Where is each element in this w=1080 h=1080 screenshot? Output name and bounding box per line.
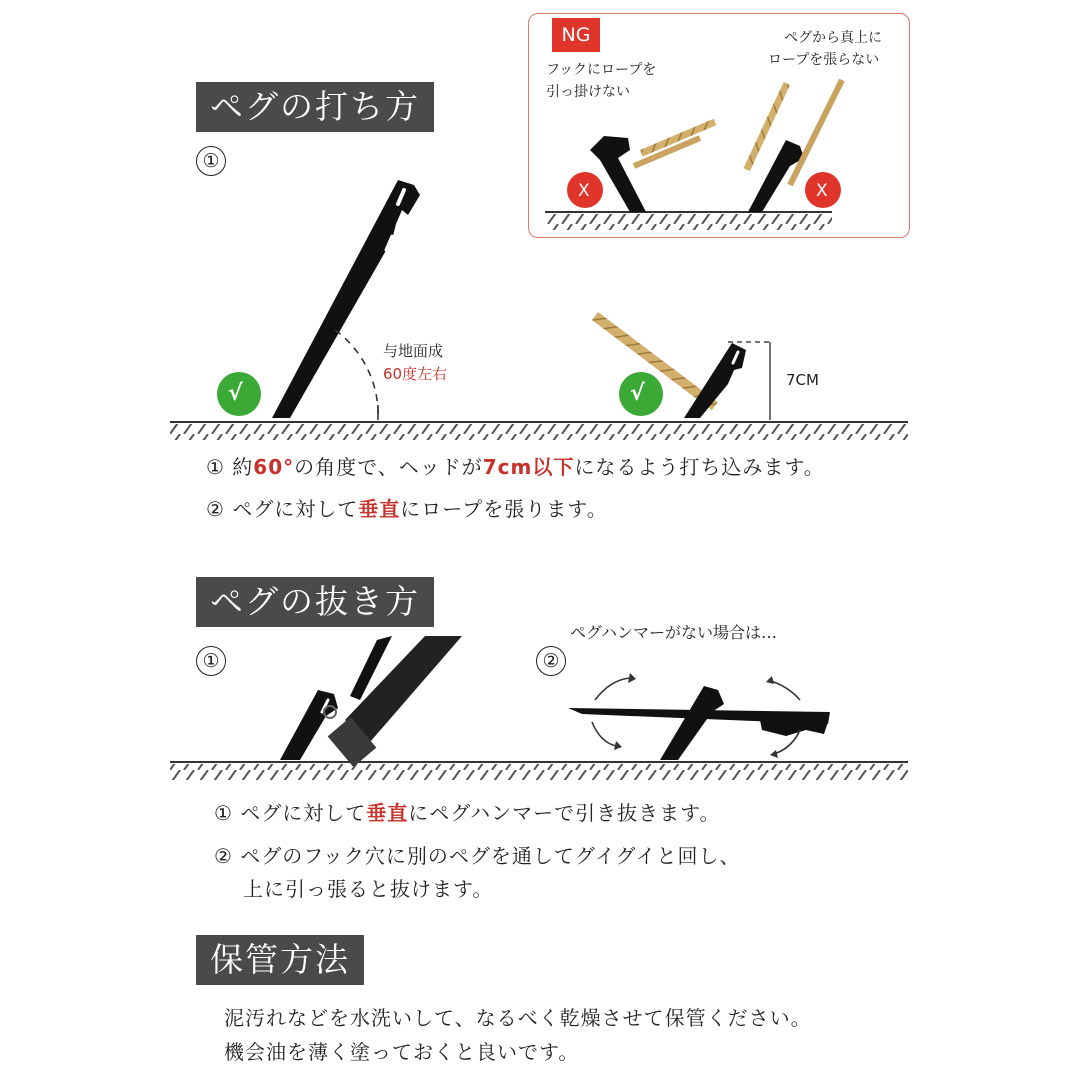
ng-note-right-line1: ペグから真上に bbox=[784, 30, 882, 46]
angle-indicator bbox=[335, 330, 378, 420]
figure-number-1: ① bbox=[196, 646, 226, 676]
peg-with-rope-illustration bbox=[592, 312, 770, 420]
figure-number-1: ① bbox=[196, 146, 226, 176]
ground-section2 bbox=[170, 762, 908, 780]
step-number: ② bbox=[206, 497, 225, 521]
peg-rotation-illustration bbox=[568, 673, 830, 760]
angle-label-line2: 60度左右 bbox=[383, 365, 448, 383]
angle-label-line1: 与地面成 bbox=[383, 342, 444, 360]
ground-section1 bbox=[170, 422, 908, 440]
ok-check-mark-1: √ bbox=[228, 381, 243, 406]
ng-note-left-line2: 引っ掛けない bbox=[546, 84, 630, 100]
section-heading-removal: ペグの抜き方 bbox=[196, 577, 434, 627]
ng-x-mark-1: X bbox=[578, 181, 590, 201]
storage-text-line1: 泥汚れなどを水洗いして、なるべく乾燥させて保管ください。 bbox=[224, 1006, 812, 1030]
storage-text-line2: 機会油を薄く塗っておくと良いです。 bbox=[224, 1040, 580, 1064]
highlight-vertical: 垂直 bbox=[366, 801, 409, 825]
ng-badge: NG bbox=[552, 18, 600, 52]
instruction-step2-continued: 上に引っ張ると抜けます。 bbox=[243, 877, 494, 901]
instruction-step1: ① 約60°の角度で、ヘッドが7cm以下になるよう打ち込みます。 bbox=[206, 455, 825, 479]
section-heading-storage: 保管方法 bbox=[196, 935, 364, 985]
hammer-note: ペグハンマーがない場合は… bbox=[570, 623, 778, 642]
instruction-step1: ① ペグに対して垂直にペグハンマーで引き抜きます。 bbox=[214, 801, 721, 825]
ng-note-left-line1: フックにロープを bbox=[546, 62, 657, 78]
figure-number-2: ② bbox=[536, 646, 566, 676]
instruction-step2: ② ペグのフック穴に別のペグを通してグイグイと回し、 bbox=[214, 844, 741, 868]
step-number: ① bbox=[206, 455, 225, 479]
ng-x-mark-2: X bbox=[816, 181, 828, 201]
hammer-pull-illustration bbox=[280, 636, 462, 767]
highlight-vertical: 垂直 bbox=[358, 497, 401, 521]
highlight-angle: 60° bbox=[253, 455, 295, 479]
section-heading-driving: ペグの打ち方 bbox=[196, 82, 434, 132]
ok-check-mark-2: √ bbox=[630, 381, 645, 406]
height-label: 7CM bbox=[786, 371, 819, 389]
step-number: ② bbox=[214, 844, 233, 868]
step-number: ① bbox=[214, 801, 233, 825]
highlight-height: 7cm以下 bbox=[482, 455, 575, 479]
ng-note-right-line2: ロープを張らない bbox=[768, 52, 880, 68]
instruction-step2: ② ペグに対して垂直にロープを張ります。 bbox=[206, 497, 608, 521]
